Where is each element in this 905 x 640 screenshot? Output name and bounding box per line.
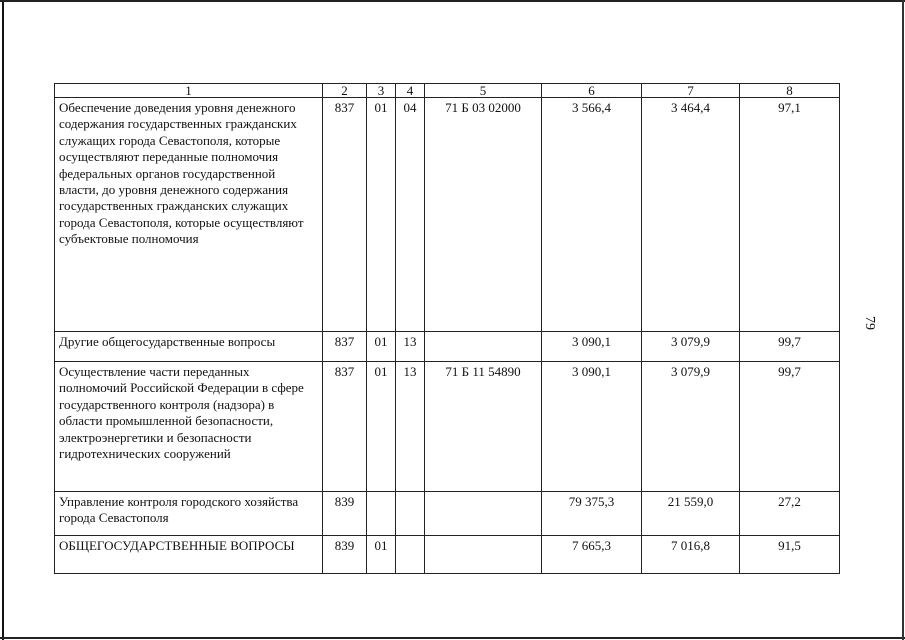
row-code-5 xyxy=(425,536,542,574)
row-code-2: 839 xyxy=(323,492,367,536)
row-code-3: 01 xyxy=(367,536,396,574)
budget-table xyxy=(54,83,840,574)
header-cell-7: 7 xyxy=(642,84,740,98)
row-value-8: 97,1 xyxy=(740,98,840,332)
row-code-3: 01 xyxy=(367,98,396,332)
table-row xyxy=(55,98,840,332)
row-value-6: 3 090,1 xyxy=(542,362,642,492)
row-value-7: 21 559,0 xyxy=(642,492,740,536)
header-cell-3: 3 xyxy=(367,84,396,98)
row-value-7: 7 016,8 xyxy=(642,536,740,574)
row-value-7: 3 464,4 xyxy=(642,98,740,332)
row-code-3: 01 xyxy=(367,362,396,492)
row-code-2: 837 xyxy=(323,98,367,332)
table-row xyxy=(55,332,840,362)
row-code-4: 13 xyxy=(396,332,425,362)
row-code-5: 71 Б 03 02000 xyxy=(425,98,542,332)
row-value-6: 7 665,3 xyxy=(542,536,642,574)
row-name: Осуществление части переданных полномочий Российской Федерации в сфере государственного контроля (надзора) в области промышленной безопасности, электроэнергетики и безопасности гидротехнических сооружений xyxy=(55,362,323,492)
header-cell-8: 8 xyxy=(740,84,840,98)
page-number: 79 xyxy=(862,316,877,330)
row-code-3: 01 xyxy=(367,332,396,362)
row-code-4: 04 xyxy=(396,98,425,332)
row-value-8: 91,5 xyxy=(740,536,840,574)
row-name: Обеспечение доведения уровня денежного содержания государственных гражданских служащих города Севастополя, которые осуществляют переданные полномочия федеральных органов государственной власти, до уровня денежного содержания государственных гражданских служащих города Севастополя, которые осуществляют субъектовые полномочия xyxy=(55,98,323,332)
row-value-8: 27,2 xyxy=(740,492,840,536)
table-row xyxy=(55,362,840,492)
row-value-7: 3 079,9 xyxy=(642,332,740,362)
row-value-7: 3 079,9 xyxy=(642,362,740,492)
row-name: Управление контроля городского хозяйства города Севастополя xyxy=(55,492,323,536)
row-name: ОБЩЕГОСУДАРСТВЕННЫЕ ВОПРОСЫ xyxy=(55,536,323,574)
table-row xyxy=(55,536,840,574)
row-value-8: 99,7 xyxy=(740,332,840,362)
row-value-6: 3 090,1 xyxy=(542,332,642,362)
scan-edge-right xyxy=(902,0,904,640)
scan-edge-bottom xyxy=(0,637,905,639)
header-cell-2: 2 xyxy=(323,84,367,98)
row-value-6: 79 375,3 xyxy=(542,492,642,536)
row-code-2: 837 xyxy=(323,332,367,362)
row-code-4 xyxy=(396,536,425,574)
header-cell-5: 5 xyxy=(425,84,542,98)
row-code-4 xyxy=(396,492,425,536)
header-cell-6: 6 xyxy=(542,84,642,98)
row-code-2: 839 xyxy=(323,536,367,574)
table-row xyxy=(55,492,840,536)
row-code-5 xyxy=(425,332,542,362)
header-cell-1: 1 xyxy=(55,84,323,98)
row-name: Другие общегосударственные вопросы xyxy=(55,332,323,362)
table-header-row xyxy=(55,84,840,98)
scan-edge-left xyxy=(2,0,4,640)
scan-edge-top xyxy=(0,0,905,2)
row-code-5: 71 Б 11 54890 xyxy=(425,362,542,492)
row-code-4: 13 xyxy=(396,362,425,492)
row-code-2: 837 xyxy=(323,362,367,492)
row-code-3 xyxy=(367,492,396,536)
header-cell-4: 4 xyxy=(396,84,425,98)
row-value-6: 3 566,4 xyxy=(542,98,642,332)
row-value-8: 99,7 xyxy=(740,362,840,492)
row-code-5 xyxy=(425,492,542,536)
